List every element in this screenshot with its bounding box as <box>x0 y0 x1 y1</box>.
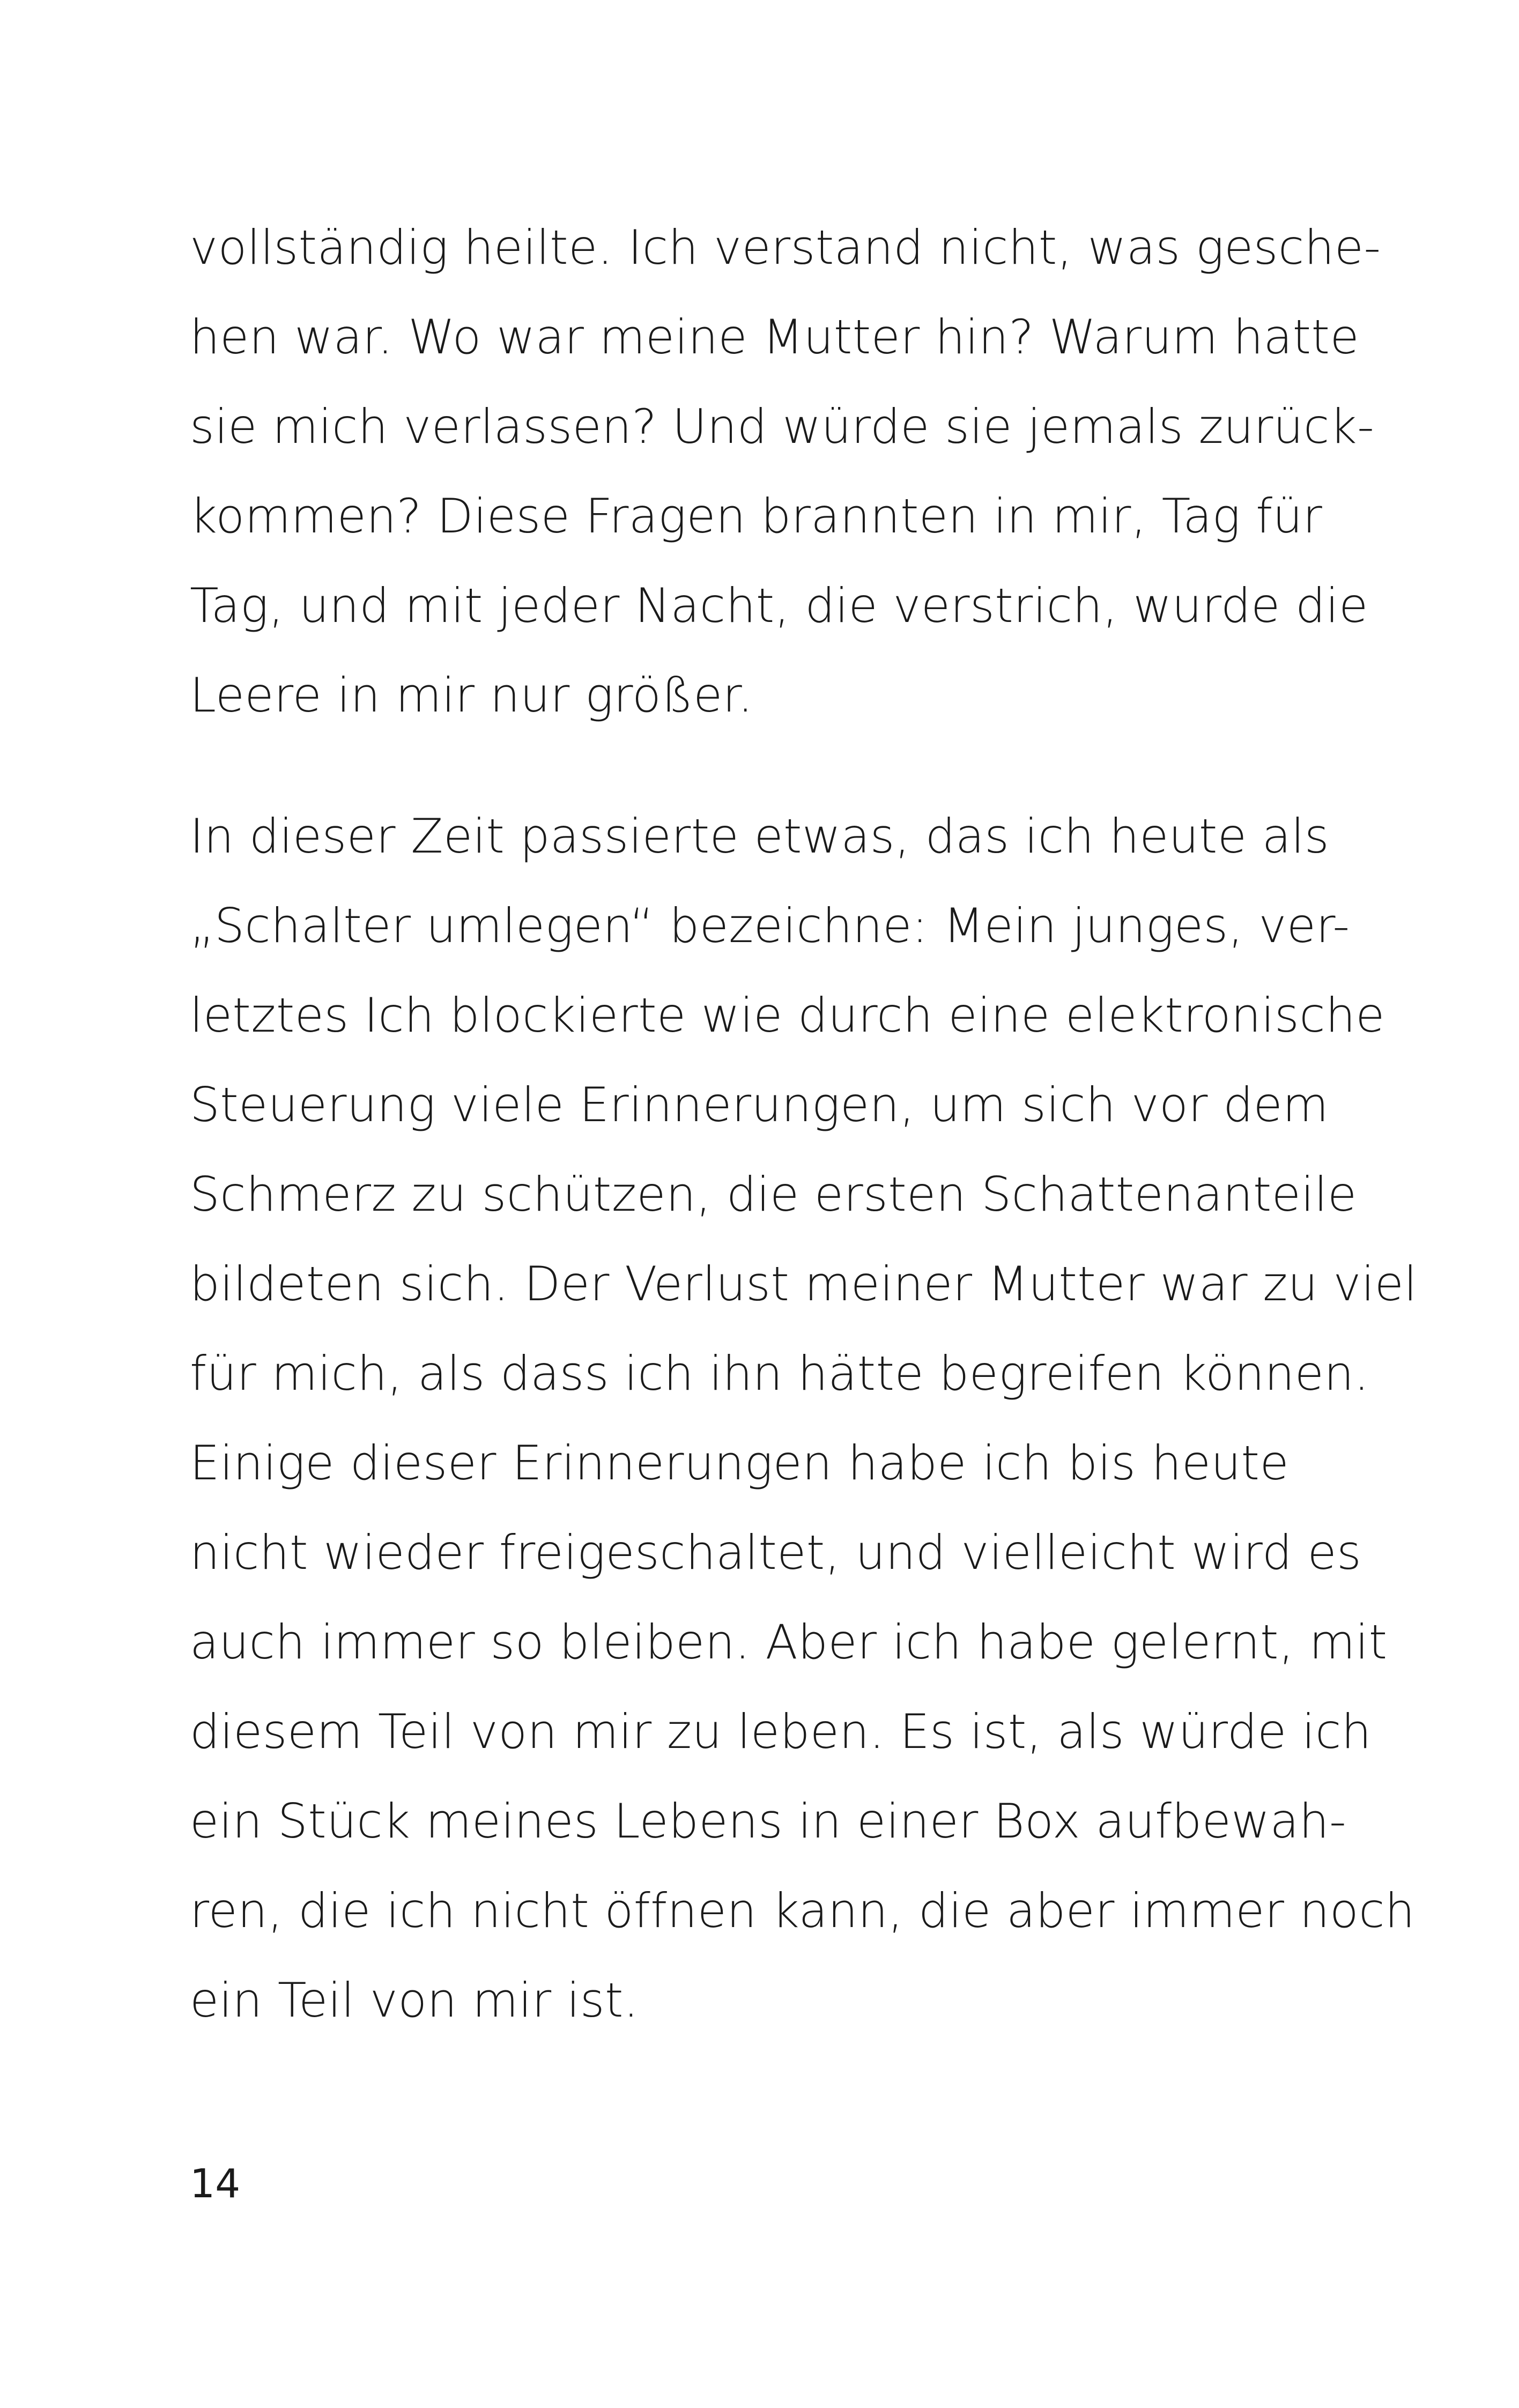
text-line: ren, die ich nicht öffnen kann, die aber immer noch <box>190 1883 1416 1938</box>
text-line: bildeten sich. Der Verlust meiner Mutter war zu viel <box>190 1256 1418 1312</box>
text-line: Tag, und mit jeder Nacht, die verstrich, wurde die <box>190 578 1368 633</box>
paragraph-1 <box>190 203 1381 740</box>
text-line: In dieser Zeit passierte etwas, das ich heute als <box>190 809 1330 864</box>
text-line: Leere in mir nur größer. <box>190 668 753 723</box>
text-line: für mich, als dass ich ihn hätte begreifen können. <box>190 1346 1369 1401</box>
text-line: nicht wieder freigeschaltet, und vielleicht wird es <box>190 1525 1362 1580</box>
text-line: diesem Teil von mir zu leben. Es ist, als würde ich <box>190 1704 1372 1759</box>
text-line: ein Teil von mir ist. <box>190 1973 639 2028</box>
text-line: auch immer so bleiben. Aber ich habe gelernt, mit <box>190 1614 1388 1670</box>
text-line: „Schalter umlegen“ bezeichne: Mein junges, ver- <box>190 898 1350 953</box>
text-line: vollständig heilte. Ich verstand nicht, was gesche- <box>190 220 1381 275</box>
text-line: Steuerung viele Erinnerungen, um sich vor dem <box>190 1077 1329 1132</box>
text-line: Einige dieser Erinnerungen habe ich bis heute <box>190 1435 1289 1491</box>
text-line: hen war. Wo war meine Mutter hin? Warum hatte <box>190 309 1360 365</box>
page-number: 14 <box>190 2161 241 2207</box>
text-line: letztes Ich blockierte wie durch eine elektronische <box>190 988 1385 1043</box>
text-line: kommen? Diese Fragen brannten in mir, Tag für <box>190 488 1323 544</box>
text-line: Schmerz zu schützen, die ersten Schattenanteile <box>190 1167 1357 1222</box>
text-line: sie mich verlassen? Und würde sie jemals zurück- <box>190 399 1375 454</box>
paragraph-2 <box>190 791 1418 2045</box>
text-line: ein Stück meines Lebens in einer Box aufbewah- <box>190 1794 1347 1849</box>
